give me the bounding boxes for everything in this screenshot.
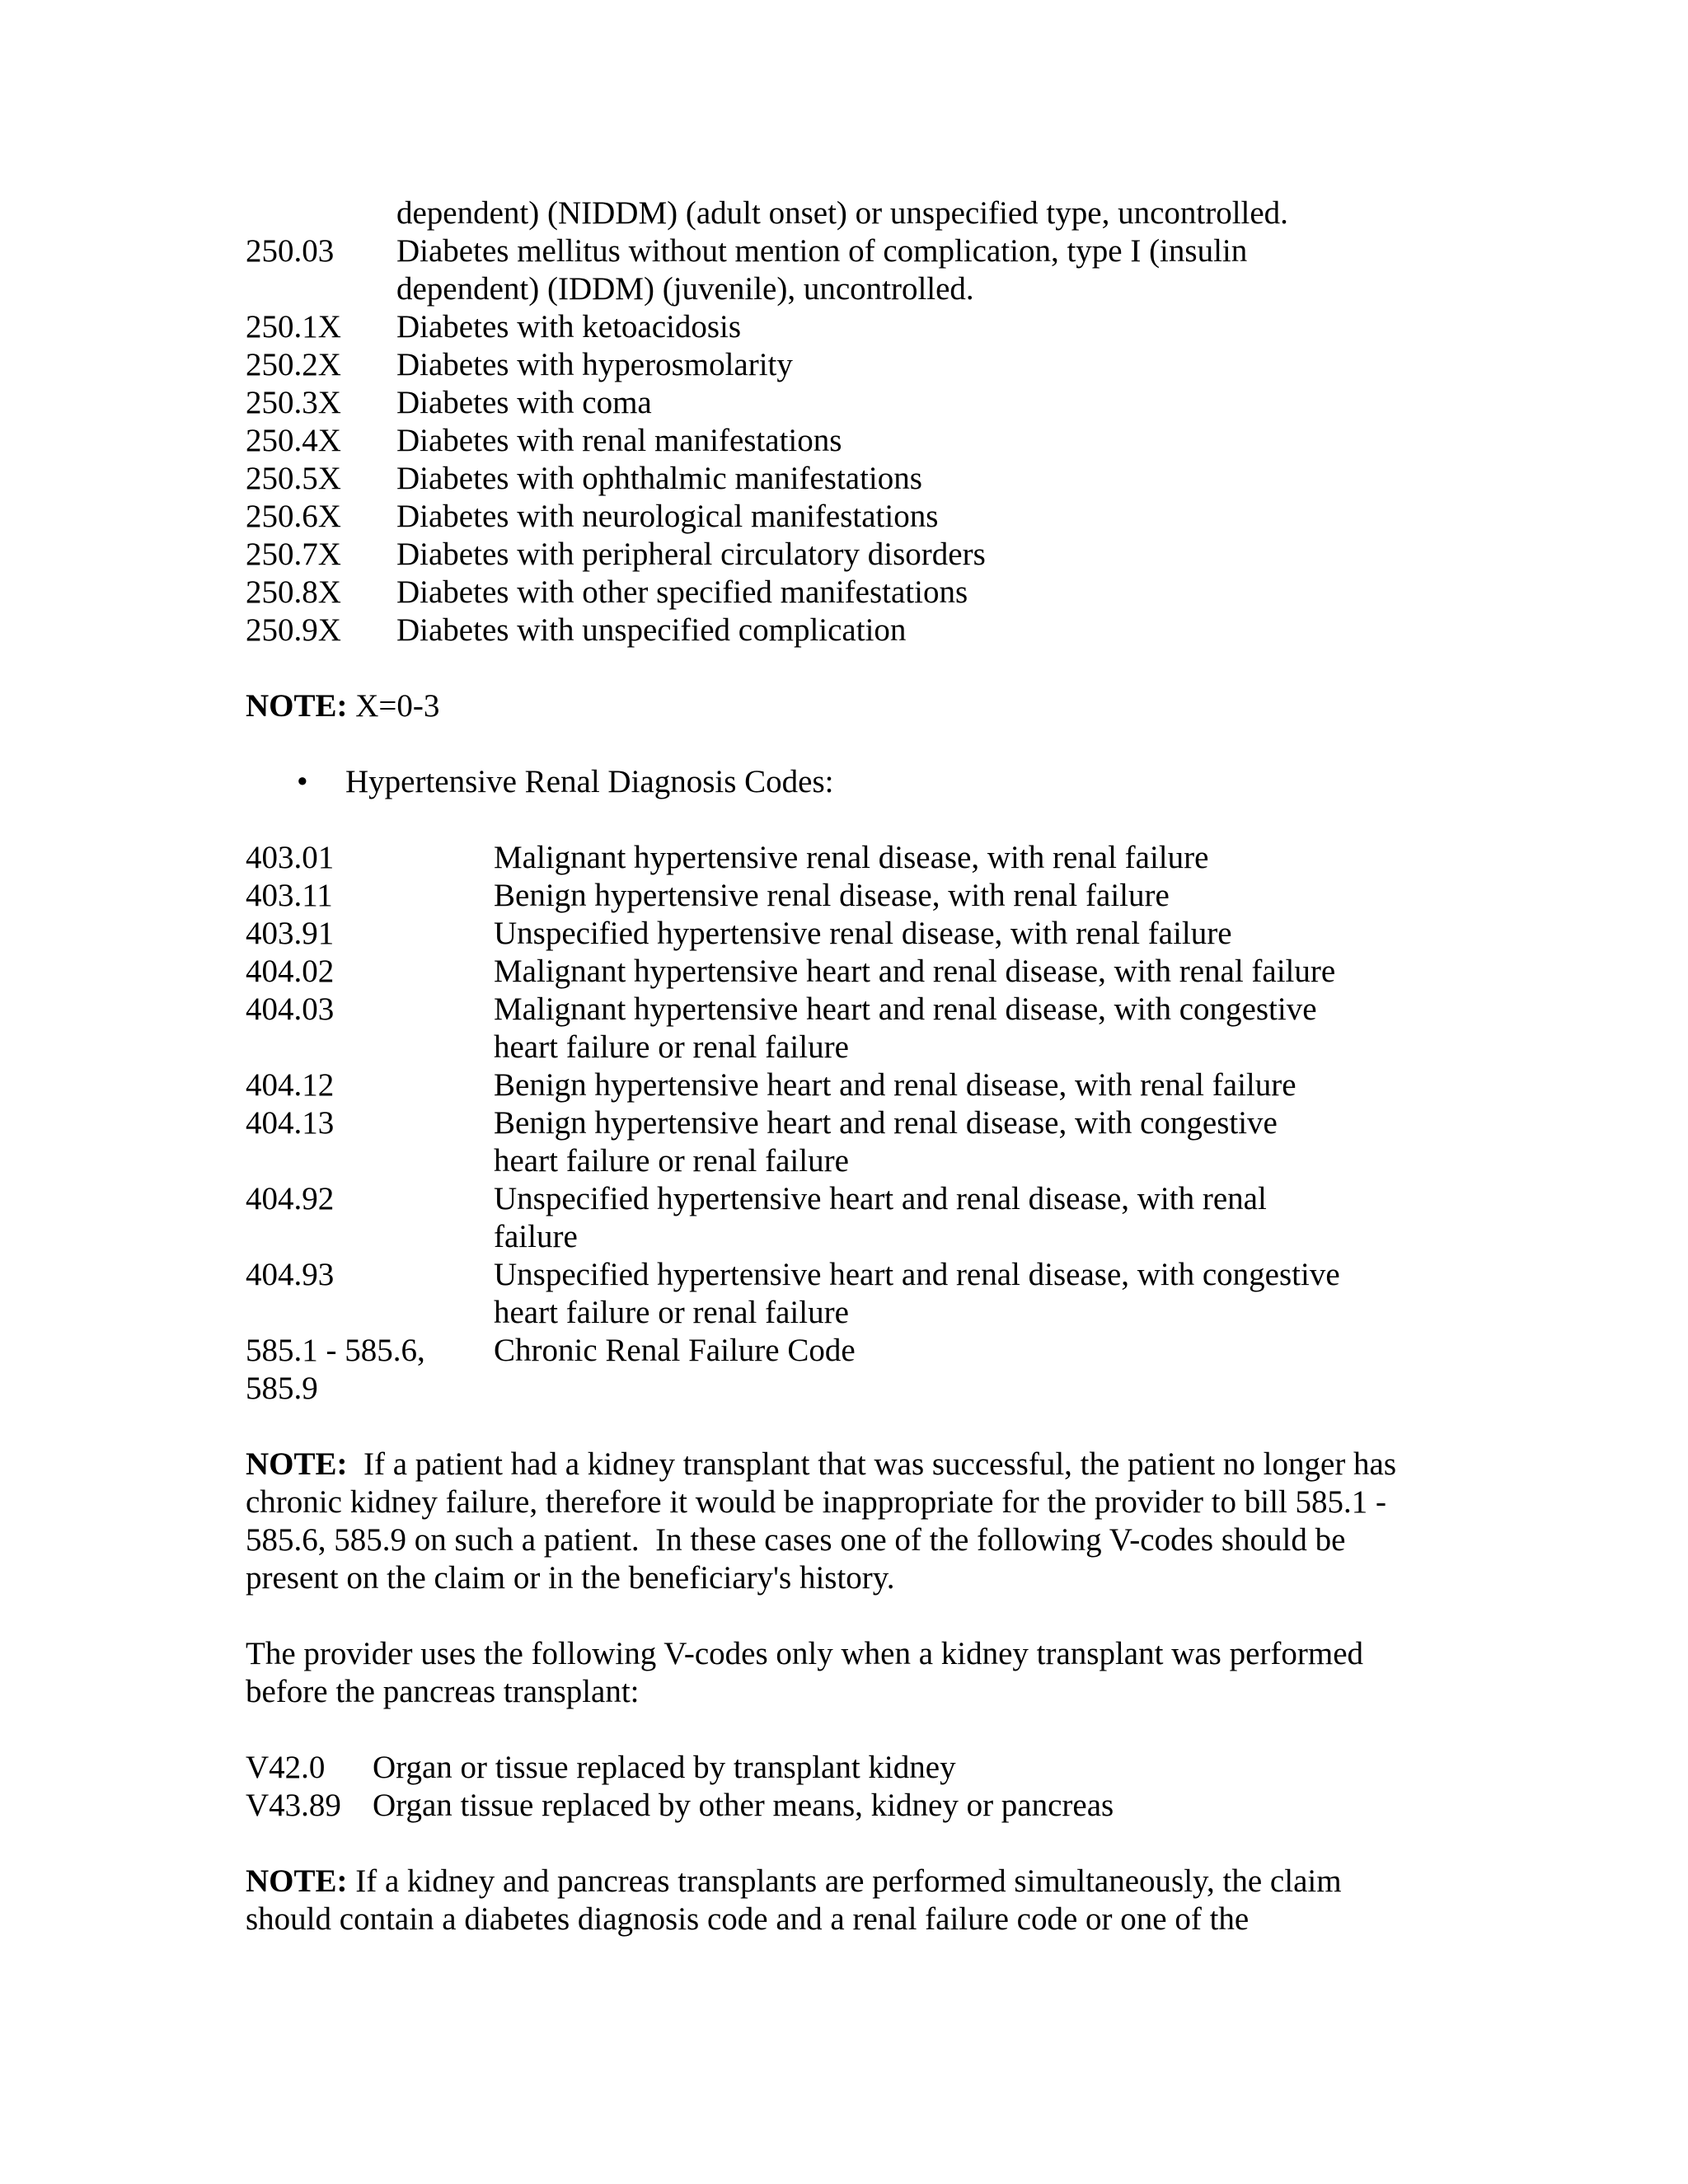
code-description: Diabetes with other specified manifestations bbox=[396, 574, 968, 610]
note-text: X=0-3 bbox=[347, 688, 440, 724]
list-item bbox=[246, 346, 1465, 384]
code-description: heart failure or renal failure bbox=[494, 1029, 849, 1065]
code-description: Diabetes with unspecified complication bbox=[396, 612, 907, 648]
list-item bbox=[246, 422, 1465, 460]
code-description: Chronic Renal Failure Code bbox=[494, 1333, 856, 1368]
list-item bbox=[246, 1332, 1465, 1408]
list-item bbox=[246, 460, 1465, 498]
diagnosis-code: 404.13 bbox=[246, 1105, 335, 1141]
diagnosis-code: 404.12 bbox=[246, 1067, 335, 1103]
note-kidney-transplant bbox=[246, 1446, 1461, 1597]
code-description: Unspecified hypertensive heart and renal disease, with renal bbox=[494, 1181, 1267, 1216]
note-text: 585.6, 585.9 on such a patient. In these cases one of the following V-codes should be bbox=[246, 1522, 1346, 1558]
code-description: Benign hypertensive heart and renal disease, with congestive bbox=[494, 1105, 1278, 1141]
code-description: Diabetes with coma bbox=[396, 385, 652, 420]
code-description: Diabetes with ketoacidosis bbox=[396, 309, 742, 344]
code-description: Diabetes with renal manifestations bbox=[396, 423, 842, 458]
list-item bbox=[246, 1256, 1465, 1332]
list-item bbox=[246, 1787, 1465, 1825]
hypertensive-code-list bbox=[246, 839, 1465, 1408]
code-description: heart failure or renal failure bbox=[494, 1295, 849, 1330]
list-item bbox=[246, 536, 1465, 574]
note-x-range bbox=[246, 687, 1465, 725]
code-description: heart failure or renal failure bbox=[494, 1143, 849, 1179]
list-item bbox=[246, 232, 1465, 308]
provider-paragraph bbox=[246, 1635, 1461, 1711]
note-text: present on the claim or in the beneficiary's history. bbox=[246, 1560, 895, 1596]
paragraph-text: The provider uses the following V-codes only when a kidney transplant was performed bbox=[246, 1636, 1364, 1671]
code-description: Malignant hypertensive heart and renal disease, with congestive bbox=[494, 991, 1317, 1027]
diagnosis-code bbox=[246, 1332, 485, 1408]
paragraph-text: before the pancreas transplant: bbox=[246, 1674, 640, 1709]
code-description: Diabetes with peripheral circulatory disorders bbox=[396, 537, 986, 572]
code-description: Unspecified hypertensive renal disease, with renal failure bbox=[494, 916, 1232, 951]
diagnosis-code-line: 585.9 bbox=[246, 1371, 318, 1406]
diagnosis-code: 403.11 bbox=[246, 878, 333, 913]
diagnosis-code: 250.6X bbox=[246, 499, 341, 534]
note-simultaneous-transplant bbox=[246, 1863, 1461, 1938]
list-item bbox=[246, 574, 1465, 612]
code-description: dependent) (NIDDM) (adult onset) or unspecified type, uncontrolled. bbox=[396, 195, 1288, 231]
list-item bbox=[246, 877, 1465, 915]
diagnosis-code: 250.03 bbox=[246, 233, 335, 269]
note-text: If a kidney and pancreas transplants are performed simultaneously, the claim bbox=[347, 1863, 1342, 1899]
code-description: dependent) (IDDM) (juvenile), uncontrolled. bbox=[396, 271, 974, 307]
diagnosis-code: 404.03 bbox=[246, 991, 335, 1027]
bullet-icon: • bbox=[297, 764, 308, 799]
list-item bbox=[246, 498, 1465, 536]
code-description: Malignant hypertensive heart and renal disease, with renal failure bbox=[494, 954, 1336, 989]
note-text: If a patient had a kidney transplant that was successful, the patient no longer has bbox=[347, 1446, 1397, 1482]
list-item bbox=[246, 308, 1465, 346]
diagnosis-code-line: 585.1 - 585.6, bbox=[246, 1333, 425, 1368]
v-code-list bbox=[246, 1749, 1465, 1825]
list-item bbox=[246, 612, 1465, 649]
v-code: V43.89 bbox=[246, 1788, 341, 1823]
list-item bbox=[246, 1104, 1465, 1180]
diabetes-code-list bbox=[246, 194, 1465, 649]
list-item bbox=[246, 991, 1465, 1066]
code-description: Organ or tissue replaced by transplant kidney bbox=[373, 1750, 956, 1785]
diagnosis-code: 404.93 bbox=[246, 1257, 335, 1292]
code-description: Diabetes with hyperosmolarity bbox=[396, 347, 793, 382]
diagnosis-code: 404.02 bbox=[246, 954, 335, 989]
note-label: NOTE: bbox=[246, 1446, 348, 1482]
list-item bbox=[246, 1066, 1465, 1104]
note-text: should contain a diabetes diagnosis code and a renal failure code or one of the bbox=[246, 1901, 1250, 1937]
diagnosis-code: 250.1X bbox=[246, 309, 341, 344]
code-description: Malignant hypertensive renal disease, with renal failure bbox=[494, 840, 1209, 875]
diagnosis-code: 403.01 bbox=[246, 840, 335, 875]
diagnosis-code: 250.9X bbox=[246, 612, 341, 648]
diagnosis-code: 250.7X bbox=[246, 537, 341, 572]
list-item bbox=[246, 384, 1465, 422]
code-description: Benign hypertensive renal disease, with renal failure bbox=[494, 878, 1170, 913]
code-description: Benign hypertensive heart and renal disease, with renal failure bbox=[494, 1067, 1296, 1103]
list-item bbox=[246, 953, 1465, 991]
list-item bbox=[246, 1180, 1465, 1256]
document-page bbox=[246, 194, 1465, 1938]
code-description: failure bbox=[494, 1219, 578, 1254]
section-heading: Hypertensive Renal Diagnosis Codes: bbox=[345, 764, 834, 799]
code-description: Diabetes mellitus without mention of complication, type I (insulin bbox=[396, 233, 1248, 269]
diagnosis-code: 250.2X bbox=[246, 347, 341, 382]
v-code: V42.0 bbox=[246, 1750, 326, 1785]
section-bullet bbox=[246, 763, 1465, 801]
note-label: NOTE: bbox=[246, 688, 348, 724]
diagnosis-code: 250.8X bbox=[246, 574, 341, 610]
diagnosis-code: 250.3X bbox=[246, 385, 341, 420]
code-description: Diabetes with neurological manifestations bbox=[396, 499, 939, 534]
note-label: NOTE: bbox=[246, 1863, 348, 1899]
diagnosis-code: 403.91 bbox=[246, 916, 335, 951]
code-description: Organ tissue replaced by other means, kidney or pancreas bbox=[373, 1788, 1114, 1823]
list-item bbox=[246, 1749, 1465, 1787]
list-item bbox=[246, 194, 1465, 232]
diagnosis-code: 250.5X bbox=[246, 461, 341, 496]
diagnosis-code: 404.92 bbox=[246, 1181, 335, 1216]
list-item bbox=[246, 839, 1465, 877]
code-description: Diabetes with ophthalmic manifestations bbox=[396, 461, 922, 496]
diagnosis-code: 250.4X bbox=[246, 423, 341, 458]
code-description: Unspecified hypertensive heart and renal disease, with congestive bbox=[494, 1257, 1340, 1292]
note-text: chronic kidney failure, therefore it would be inappropriate for the provider to bill 585.1 - bbox=[246, 1484, 1387, 1520]
list-item bbox=[246, 915, 1465, 953]
